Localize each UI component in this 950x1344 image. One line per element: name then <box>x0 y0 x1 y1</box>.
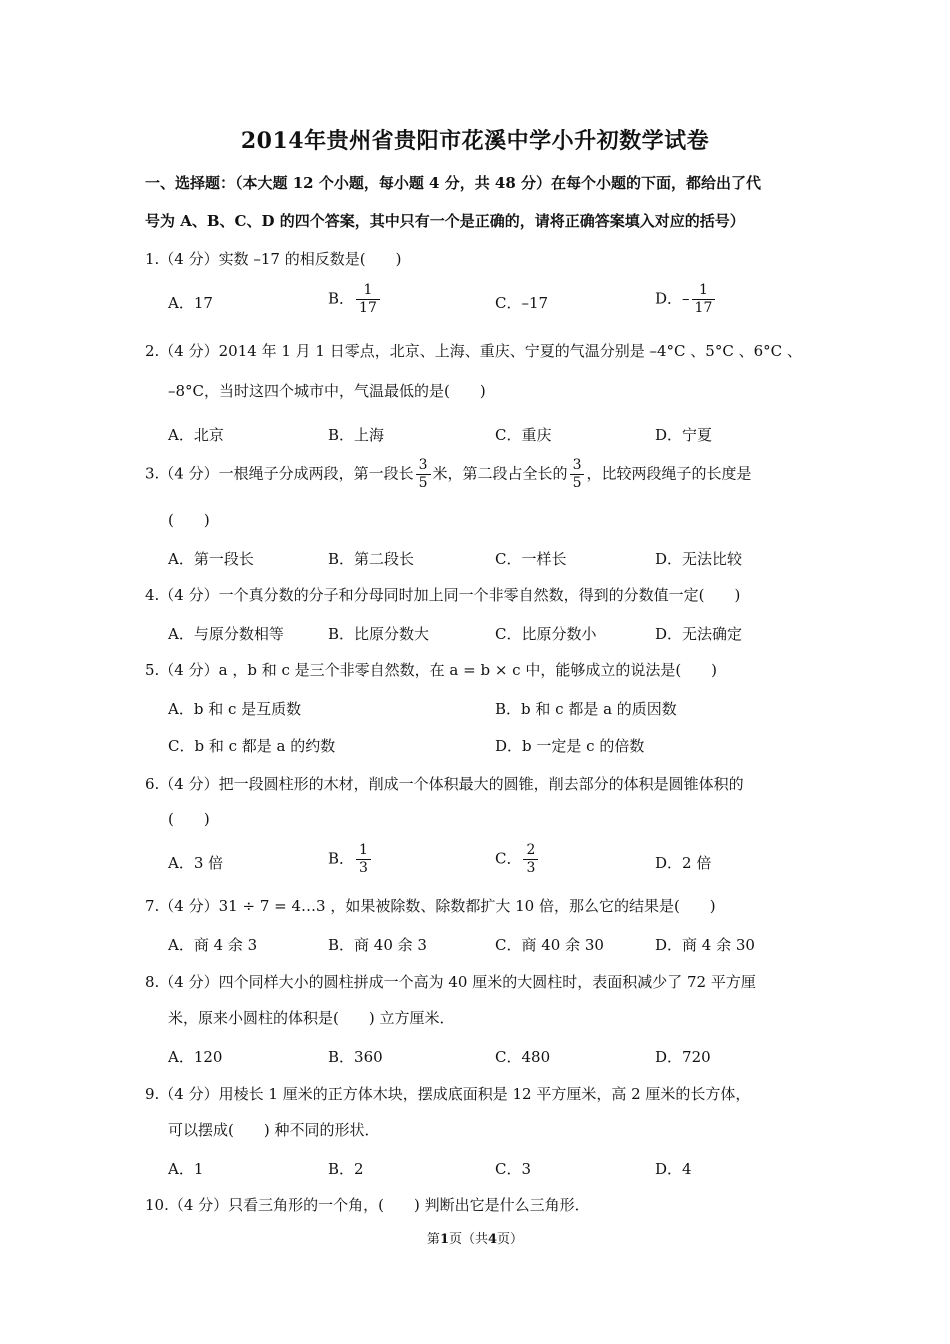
question-4-option-c: C．比原分数小 <box>495 625 597 643</box>
question-1-option-b: B． $\frac{1}{17}$ <box>328 282 382 317</box>
question-3-option-b: B．第二段长 <box>328 550 415 568</box>
question-8-option-c: C．480 <box>495 1048 551 1066</box>
question-6-option-b: B． $\frac{1}{3}$ <box>328 842 373 877</box>
question-8-option-d: D．720 <box>655 1048 711 1066</box>
question-5-stem: 5.（4 分）a ，b 和 c 是三个非零自然数，在 a = b × c 中，能够成立的说法是( ) <box>145 661 718 679</box>
question-7-stem: 7.（4 分）31 ÷ 7 = 4…3 ，如果被除数、除数都扩大 10 倍，那么它的结果是( ) <box>145 897 716 915</box>
fraction: $\frac{1}{17}$ <box>356 282 380 317</box>
question-3-option-a: A．第一段长 <box>168 550 254 568</box>
question-6-option-c: C． $\frac{2}{3}$ <box>495 842 540 877</box>
question-8-line2: 米，原来小圆柱的体积是( ) 立方厘米． <box>168 1009 455 1027</box>
question-7-option-b: B．商 40 余 3 <box>328 936 427 954</box>
fraction: $\frac{3}{5}$ <box>416 457 431 492</box>
question-4-option-d: D．无法确定 <box>655 625 743 643</box>
question-4-option-b: B．比原分数大 <box>328 625 430 643</box>
question-6-line1: 6.（4 分）把一段圆柱形的木材，削成一个体积最大的圆锥，削去部分的体积是圆锥体积的 <box>145 775 744 793</box>
question-2-line1: 2.（4 分）2014 年 1 月 1 日零点，北京、上海、重庆、宁夏的气温分别是 –4°C 、5°C 、6°C 、 <box>145 342 802 360</box>
question-5-option-d: D．b 一定是 c 的倍数 <box>495 737 645 755</box>
question-8-option-a: A．120 <box>168 1048 223 1066</box>
question-2-line2: –8°C，当时这四个城市中，气温最低的是( ) <box>168 382 486 400</box>
question-1-option-d: D．– $\frac{1}{17}$ <box>655 282 717 317</box>
question-1-option-c: C．–17 <box>495 294 549 312</box>
question-7-option-d: D．商 4 余 30 <box>655 936 755 954</box>
fraction: $\frac{3}{5}$ <box>570 457 585 492</box>
question-8-option-b: B．360 <box>328 1048 383 1066</box>
question-4-stem: 4.（4 分）一个真分数的分子和分母同时加上同一个非零自然数，得到的分数值一定( ) <box>145 586 741 604</box>
fraction: $\frac{1}{17}$ <box>692 282 716 317</box>
question-6-option-a: A．3 倍 <box>168 854 224 872</box>
question-9-line2: 可以摆成( ) 种不同的形状． <box>168 1121 380 1139</box>
question-2-option-a: A．北京 <box>168 426 224 444</box>
question-7-option-c: C．商 40 余 30 <box>495 936 604 954</box>
question-5-option-b: B．b 和 c 都是 a 的质因数 <box>495 700 677 718</box>
question-5-option-c: C．b 和 c 都是 a 的约数 <box>168 737 336 755</box>
question-9-option-d: D．4 <box>655 1160 692 1178</box>
question-3-option-c: C．一样长 <box>495 550 567 568</box>
question-2-option-b: B．上海 <box>328 426 385 444</box>
question-9-option-a: A．1 <box>168 1160 204 1178</box>
question-8-line1: 8.（4 分）四个同样大小的圆柱拼成一个高为 40 厘米的大圆柱时，表面积减少了 72 平方厘 <box>145 973 756 991</box>
current-page-number: 1 <box>439 1232 449 1247</box>
page-footer: 第1页（共4页） <box>426 1232 524 1247</box>
question-3-option-d: D．无法比较 <box>655 550 743 568</box>
question-2-option-c: C．重庆 <box>495 426 552 444</box>
page-title: 2014年贵州省贵阳市花溪中学小升初数学试卷 <box>240 128 710 154</box>
section-instructions-line2: 号为 A、B、C、D 的四个答案，其中只有一个是正确的，请将正确答案填入对应的括号） <box>145 212 745 230</box>
question-6-line2: ( ) <box>168 810 210 828</box>
section-instructions-line1: 一、选择题：（本大题 12 个小题，每小题 4 分，共 48 分）在每个小题的下面，都给出了代 <box>145 174 762 192</box>
question-1-stem: 1.（4 分）实数 –17 的相反数是( ) <box>145 250 402 268</box>
question-2-option-d: D．宁夏 <box>655 426 713 444</box>
question-3-line1: 3.（4 分）一根绳子分成两段，第一段长 $\frac{3}{5}$ 米，第二段占全长的 $\frac{3}{5}$ ，比较两段绳子的长度是 <box>145 457 752 491</box>
question-4-option-a: A．与原分数相等 <box>168 625 284 643</box>
fraction: $\frac{1}{3}$ <box>356 842 371 877</box>
fraction: $\frac{2}{3}$ <box>523 842 538 877</box>
question-9-option-c: C．3 <box>495 1160 532 1178</box>
question-6-option-d: D．2 倍 <box>655 854 712 872</box>
question-9-option-b: B．2 <box>328 1160 364 1178</box>
total-page-number: 4 <box>488 1232 498 1247</box>
question-3-line2: ( ) <box>168 511 210 529</box>
question-7-option-a: A．商 4 余 3 <box>168 936 258 954</box>
question-1-option-a: A．17 <box>168 294 213 312</box>
question-5-option-a: A．b 和 c 是互质数 <box>168 700 302 718</box>
question-10-stem: 10.（4 分）只看三角形的一个角，( ) 判断出它是什么三角形． <box>145 1196 590 1214</box>
question-9-line1: 9.（4 分）用棱长 1 厘米的正方体木块，摆成底面积是 12 平方厘米，高 2 厘米的长方体， <box>145 1085 751 1103</box>
